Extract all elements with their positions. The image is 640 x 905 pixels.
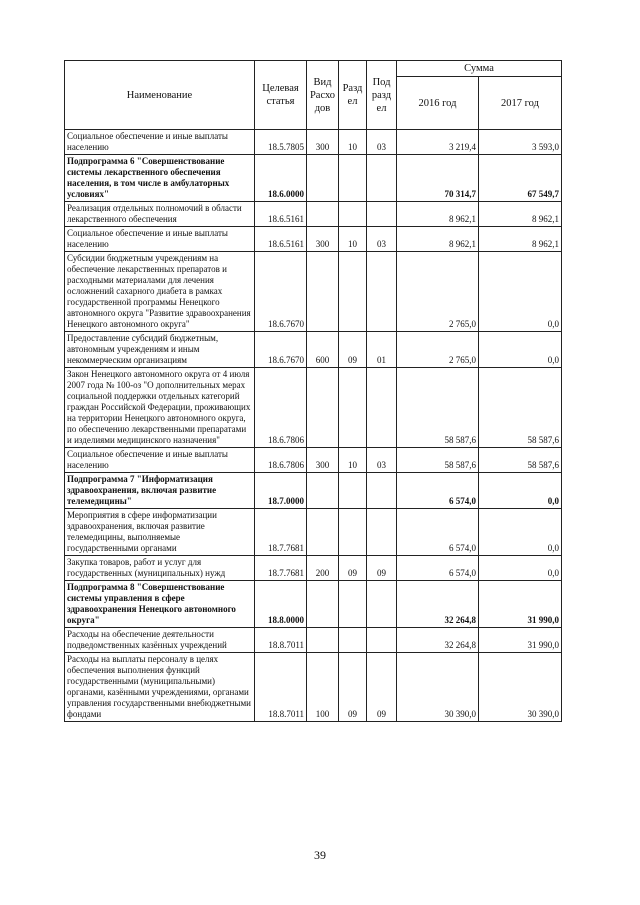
row-amount-2016: 6 574,0 [397, 509, 479, 556]
row-target-code: 18.7.7681 [255, 509, 307, 556]
row-name: Мероприятия в сфере информатизации здравоохранения, включая развитие телемедицины, выполняемые государственными органами [65, 509, 255, 556]
table-row [65, 448, 562, 473]
row-podrazdel: 09 [367, 556, 397, 581]
row-podrazdel [367, 509, 397, 556]
row-name: Закупка товаров, работ и услуг для государственных (муниципальных) нужд [65, 556, 255, 581]
row-amount-2017: 30 390,0 [479, 653, 562, 722]
row-razdel: 10 [339, 227, 367, 252]
row-amount-2016: 32 264,8 [397, 581, 479, 628]
row-amount-2017: 0,0 [479, 509, 562, 556]
row-amount-2017: 31 990,0 [479, 581, 562, 628]
row-amount-2016: 3 219,4 [397, 130, 479, 155]
row-vid: 300 [307, 227, 339, 252]
header-target: Целевая статья [255, 61, 307, 130]
row-target-code: 18.6.7806 [255, 448, 307, 473]
page-number: 39 [314, 848, 326, 862]
row-vid [307, 368, 339, 448]
row-amount-2017: 67 549,7 [479, 155, 562, 202]
row-razdel [339, 628, 367, 653]
row-amount-2016: 30 390,0 [397, 653, 479, 722]
budget-table [64, 60, 562, 722]
row-amount-2017: 31 990,0 [479, 628, 562, 653]
row-amount-2016: 32 264,8 [397, 628, 479, 653]
header-podrazdel: Под разд ел [367, 61, 397, 130]
row-name: Расходы на выплаты персоналу в целях обеспечения выполнения функций государственными (муниципальными) органами, казёнными учреждениями, органами управления государственными внебюджетными фондами [65, 653, 255, 722]
row-amount-2017: 58 587,6 [479, 368, 562, 448]
row-vid: 600 [307, 332, 339, 368]
row-podrazdel [367, 202, 397, 227]
row-amount-2016: 8 962,1 [397, 227, 479, 252]
row-podrazdel: 09 [367, 653, 397, 722]
row-amount-2016: 2 765,0 [397, 332, 479, 368]
row-razdel: 10 [339, 130, 367, 155]
header-summa: Сумма [397, 61, 562, 77]
row-vid [307, 252, 339, 332]
row-target-code: 18.6.7806 [255, 368, 307, 448]
row-name: Предоставление субсидий бюджетным, автономным учреждениям и иным некоммерческим организациям [65, 332, 255, 368]
row-amount-2016: 2 765,0 [397, 252, 479, 332]
row-vid [307, 581, 339, 628]
row-podrazdel: 03 [367, 448, 397, 473]
table-row [65, 202, 562, 227]
row-vid [307, 509, 339, 556]
row-amount-2016: 58 587,6 [397, 368, 479, 448]
row-amount-2016: 58 587,6 [397, 448, 479, 473]
row-razdel [339, 155, 367, 202]
row-target-code: 18.5.7805 [255, 130, 307, 155]
row-name: Подпрограмма 8 "Совершенствование системы управления в сфере здравоохранения Ненецкого автономного округа" [65, 581, 255, 628]
row-target-code: 18.6.5161 [255, 202, 307, 227]
row-amount-2016: 6 574,0 [397, 473, 479, 509]
table-row [65, 368, 562, 448]
row-target-code: 18.7.7681 [255, 556, 307, 581]
row-target-code: 18.8.0000 [255, 581, 307, 628]
table-row [65, 473, 562, 509]
row-vid: 300 [307, 130, 339, 155]
table-row [65, 509, 562, 556]
row-podrazdel [367, 155, 397, 202]
row-vid [307, 202, 339, 227]
row-razdel: 10 [339, 448, 367, 473]
header-row-1 [65, 61, 562, 77]
row-name: Расходы на обеспечение деятельности подведомственных казённых учреждений [65, 628, 255, 653]
row-vid: 100 [307, 653, 339, 722]
row-name: Субсидии бюджетным учреждениям на обеспечение лекарственных препаратов и расходными материалами для лечения осложнений сахарного диабета в рамках государственной программы Ненецкого автономного округа "Развитие здравоохранения Ненецкого автономного округа" [65, 252, 255, 332]
table-row [65, 252, 562, 332]
row-razdel [339, 202, 367, 227]
row-amount-2017: 3 593,0 [479, 130, 562, 155]
row-amount-2016: 70 314,7 [397, 155, 479, 202]
row-name: Социальное обеспечение и иные выплаты населению [65, 130, 255, 155]
row-target-code: 18.6.5161 [255, 227, 307, 252]
header-2016: 2016 год [397, 77, 479, 130]
row-razdel: 09 [339, 653, 367, 722]
table-row [65, 227, 562, 252]
row-podrazdel [367, 368, 397, 448]
row-amount-2017: 0,0 [479, 473, 562, 509]
row-razdel [339, 581, 367, 628]
row-podrazdel [367, 252, 397, 332]
row-vid [307, 628, 339, 653]
row-target-code: 18.8.7011 [255, 628, 307, 653]
header-vid: Вид Расхо дов [307, 61, 339, 130]
header-name: Наименование [65, 61, 255, 130]
row-razdel [339, 473, 367, 509]
table-row [65, 556, 562, 581]
row-amount-2017: 0,0 [479, 556, 562, 581]
row-amount-2017: 0,0 [479, 332, 562, 368]
row-vid [307, 155, 339, 202]
row-target-code: 18.8.7011 [255, 653, 307, 722]
row-razdel [339, 509, 367, 556]
table-row [65, 130, 562, 155]
row-name: Подпрограмма 6 "Совершенствование системы лекарственного обеспечения населения, в том числе в амбулаторных условиях" [65, 155, 255, 202]
row-amount-2016: 8 962,1 [397, 202, 479, 227]
row-vid [307, 473, 339, 509]
row-podrazdel [367, 581, 397, 628]
table-row [65, 155, 562, 202]
row-razdel [339, 252, 367, 332]
row-amount-2017: 0,0 [479, 252, 562, 332]
table-row [65, 628, 562, 653]
table-row [65, 332, 562, 368]
table-row [65, 653, 562, 722]
row-razdel [339, 368, 367, 448]
row-name: Социальное обеспечение и иные выплаты населению [65, 227, 255, 252]
row-razdel: 09 [339, 556, 367, 581]
row-podrazdel: 03 [367, 227, 397, 252]
row-amount-2017: 58 587,6 [479, 448, 562, 473]
row-amount-2016: 6 574,0 [397, 556, 479, 581]
row-name: Закон Ненецкого автономного округа от 4 июля 2007 года № 100-оз "О дополнительных мерах социальной поддержки отдельных категорий граждан Российской Федерации, проживающих на территории Ненецкого автономного округа, по обеспечению лекарственными препаратами и изделиями медицинского назначения" [65, 368, 255, 448]
header-razdel: Разд ел [339, 61, 367, 130]
row-razdel: 09 [339, 332, 367, 368]
row-name: Социальное обеспечение и иные выплаты населению [65, 448, 255, 473]
row-target-code: 18.7.0000 [255, 473, 307, 509]
row-target-code: 18.6.7670 [255, 252, 307, 332]
row-name: Подпрограмма 7 "Информатизация здравоохранения, включая развитие телемедицины" [65, 473, 255, 509]
header-2017: 2017 год [479, 77, 562, 130]
row-amount-2017: 8 962,1 [479, 202, 562, 227]
row-podrazdel: 03 [367, 130, 397, 155]
row-name: Реализация отдельных полномочий в области лекарственного обеспечения [65, 202, 255, 227]
row-vid: 300 [307, 448, 339, 473]
row-podrazdel [367, 628, 397, 653]
row-vid: 200 [307, 556, 339, 581]
row-target-code: 18.6.7670 [255, 332, 307, 368]
row-amount-2017: 8 962,1 [479, 227, 562, 252]
row-podrazdel [367, 473, 397, 509]
row-target-code: 18.6.0000 [255, 155, 307, 202]
row-podrazdel: 01 [367, 332, 397, 368]
table-row [65, 581, 562, 628]
